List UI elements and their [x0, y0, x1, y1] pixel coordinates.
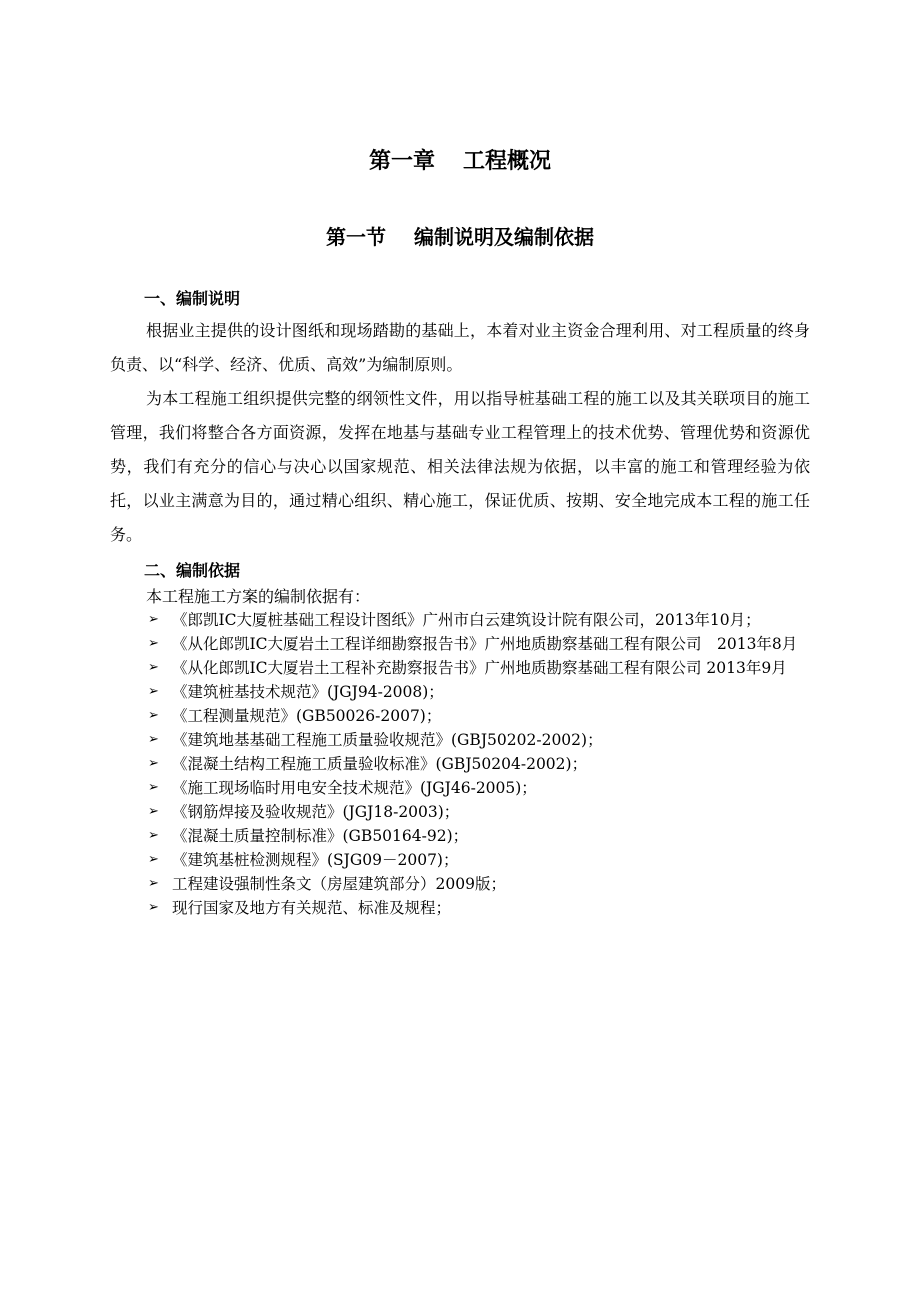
arrow-bullet-icon: ➢	[148, 900, 159, 915]
basis-item-text: 《建筑桩基技术规范》(JGJ94-2008)；	[172, 683, 444, 701]
basis-item	[110, 632, 810, 656]
chapter-number: 第一章	[368, 149, 435, 174]
arrow-bullet-icon: ➢	[148, 732, 159, 747]
arrow-bullet-icon: ➢	[148, 852, 159, 867]
basis-item-text: 《工程测量规范》(GB50026-2007)；	[172, 707, 442, 725]
basis-item	[110, 704, 810, 728]
chapter-name: 工程概况	[463, 149, 552, 174]
basis-item	[110, 608, 810, 632]
section-name: 编制说明及编制依据	[414, 225, 594, 249]
arrow-bullet-icon: ➢	[148, 876, 159, 891]
paragraph: 为本工程施工组织提供完整的纲领性文件，用以指导桩基础工程的施工以及其关联项目的施工管理，我们将整合各方面资源，发挥在地基与基础专业工程管理上的技术优势、管理优势和资源优势，我们有充分的信心与决心以国家规范、相关法律法规为依据，以丰富的施工和管理经验为依托，以业主满意为目的，通过精心组织、精心施工，保证优质、按期、安全地完成本工程的施工任务。	[110, 389, 810, 544]
basis-item	[110, 800, 810, 824]
basis-item-text: 工程建设强制性条文（房屋建筑部分）2009版；	[172, 875, 506, 893]
arrow-bullet-icon: ➢	[148, 684, 159, 699]
arrow-bullet-icon: ➢	[148, 828, 159, 843]
section-number: 第一节	[326, 225, 386, 249]
basis-item-text: 《建筑地基基础工程施工质量验收规范》(GBJ50202-2002)；	[172, 731, 603, 749]
basis-item-text: 《郎凯IC大厦桩基础工程设计图纸》广州市白云建筑设计院有限公司，2013年10月；	[172, 611, 761, 629]
basis-item	[110, 752, 810, 776]
arrow-bullet-icon: ➢	[148, 708, 159, 723]
basis-item	[110, 872, 810, 896]
basis-item-text: 现行国家及地方有关规范、标准及规程；	[172, 899, 452, 917]
basis-item	[110, 896, 810, 920]
basis-item-text: 《从化郎凯IC大厦岩土工程补充勘察报告书》广州地质勘察基础工程有限公司 2013年9月	[172, 659, 787, 677]
heading-compilation-basis: 二、编制依据	[144, 561, 241, 580]
basis-item-text: 《混凝土结构工程施工质量验收标准》(GBJ50204-2002)；	[172, 755, 588, 773]
basis-item-text: 《施工现场临时用电安全技术规范》(JGJ46-2005)；	[172, 779, 537, 797]
document-body	[110, 284, 810, 920]
arrow-bullet-icon: ➢	[148, 780, 159, 795]
arrow-bullet-icon: ➢	[148, 660, 159, 675]
chapter-title	[0, 146, 920, 178]
basis-item	[110, 776, 810, 800]
heading-compilation-notes: 一、编制说明	[144, 289, 241, 308]
arrow-bullet-icon: ➢	[148, 636, 159, 651]
arrow-bullet-icon: ➢	[148, 756, 159, 771]
basis-item	[110, 656, 810, 680]
basis-item-text: 《从化郎凯IC大厦岩土工程详细勘察报告书》广州地质勘察基础工程有限公司 2013年8月	[172, 635, 798, 653]
basis-list	[110, 608, 810, 920]
basis-item	[110, 728, 810, 752]
basis-item-text: 《混凝土质量控制标准》(GB50164-92)；	[172, 827, 469, 845]
basis-intro: 本工程施工方案的编制依据有：	[146, 587, 371, 606]
arrow-bullet-icon: ➢	[148, 804, 159, 819]
basis-item	[110, 824, 810, 848]
basis-item	[110, 848, 810, 872]
basis-item	[110, 680, 810, 704]
basis-item-text: 《钢筋焊接及验收规范》(JGJ18-2003)；	[172, 803, 460, 821]
basis-item-text: 《建筑基桩检测规程》(SJG09－2007)；	[172, 851, 459, 869]
section-title	[0, 222, 920, 252]
arrow-bullet-icon: ➢	[148, 612, 159, 627]
paragraph: 根据业主提供的设计图纸和现场踏勘的基础上，本着对业主资金合理利用、对工程质量的终身负责、以“科学、经济、优质、高效”为编制原则。	[110, 321, 810, 374]
